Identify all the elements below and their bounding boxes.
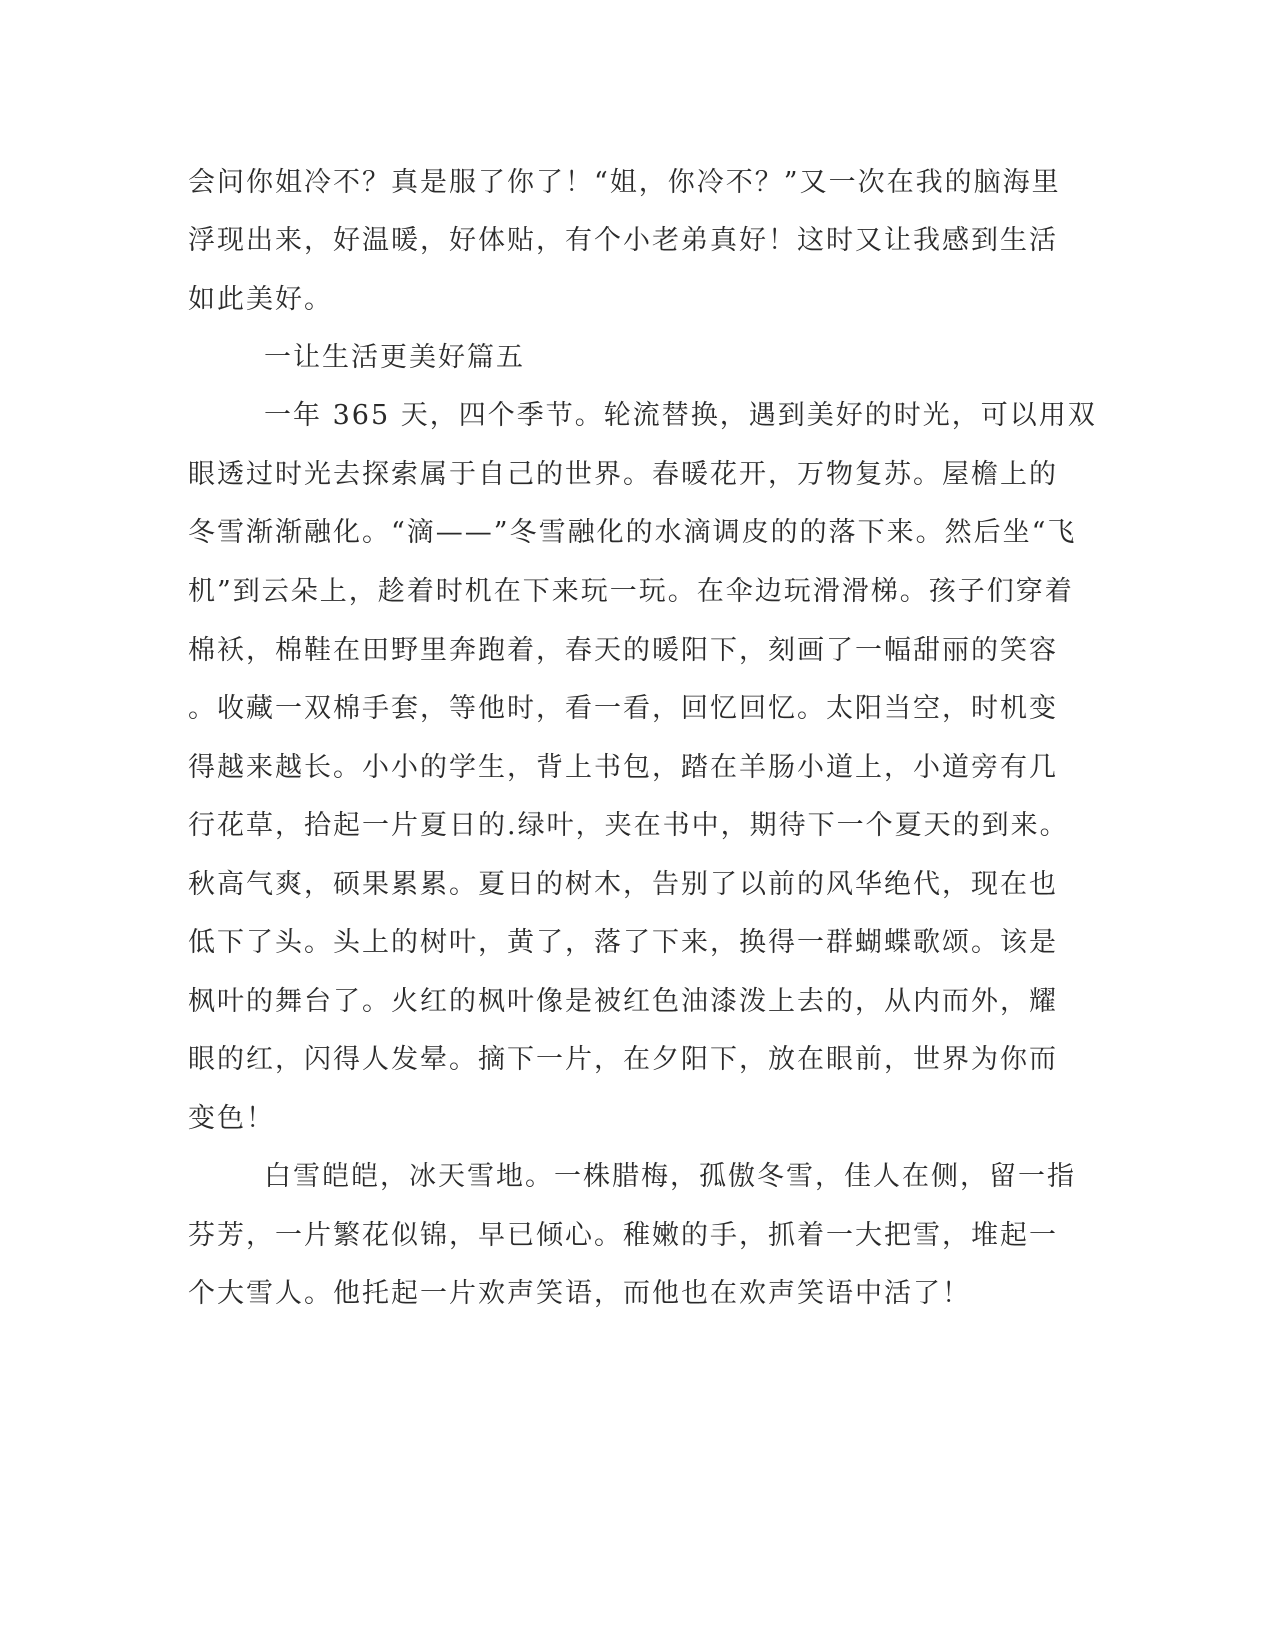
text-line: 浮现出来，好温暖，好体贴，有个小老弟真好！这时又让我感到生活 <box>188 225 1058 256</box>
text-line: 秋高气爽，硕果累累。夏日的树木，告别了以前的风华绝代，现在也 <box>188 869 1058 900</box>
text-line: 。收藏一双棉手套，等他时，看一看，回忆回忆。太阳当空，时机变 <box>188 693 1058 724</box>
text-line: 眼的红，闪得人发晕。摘下一片，在夕阳下，放在眼前，世界为你而 <box>188 1044 1058 1075</box>
text-line: 眼透过时光去探索属于自己的世界。春暖花开，万物复苏。屋檐上的 <box>188 459 1058 490</box>
text-line: 个大雪人。他托起一片欢声笑语，而他也在欢声笑语中活了！ <box>188 1278 971 1309</box>
text-line: 芬芳，一片繁花似锦，早已倾心。稚嫩的手，抓着一大把雪，堆起一 <box>188 1220 1058 1251</box>
text-line: 行花草，拾起一片夏日的.绿叶，夹在书中，期待下一个夏天的到来。 <box>188 810 1069 841</box>
paragraph-start: 一年 365 天，四个季节。轮流替换，遇到美好的时光，可以用双 <box>264 400 1097 431</box>
text-line: 棉袄，棉鞋在田野里奔跑着，春天的暖阳下，刻画了一幅甜丽的笑容 <box>188 635 1058 666</box>
paragraph-start: 白雪皑皑，冰天雪地。一株腊梅，孤傲冬雪，佳人在侧，留一指 <box>264 1161 1076 1192</box>
text-line: 会问你姐冷不？真是服了你了！“姐，你冷不？”又一次在我的脑海里 <box>188 167 1061 198</box>
text-line: 得越来越长。小小的学生，背上书包，踏在羊肠小道上，小道旁有几 <box>188 752 1058 783</box>
section-heading: 一让生活更美好篇五 <box>264 342 525 373</box>
text-line: 冬雪渐渐融化。“滴——”冬雪融化的水滴调皮的的落下来。然后坐“飞 <box>188 517 1077 548</box>
text-line: 低下了头。头上的树叶，黄了，落了下来，换得一群蝴蝶歌颂。该是 <box>188 927 1058 958</box>
text-line: 机”到云朵上，趁着时机在下来玩一玩。在伞边玩滑滑梯。孩子们穿着 <box>188 576 1074 607</box>
text-line: 枫叶的舞台了。火红的枫叶像是被红色油漆泼上去的，从内而外，耀 <box>188 986 1058 1017</box>
text-line: 变色！ <box>188 1103 275 1134</box>
text-line: 如此美好。 <box>188 284 333 315</box>
